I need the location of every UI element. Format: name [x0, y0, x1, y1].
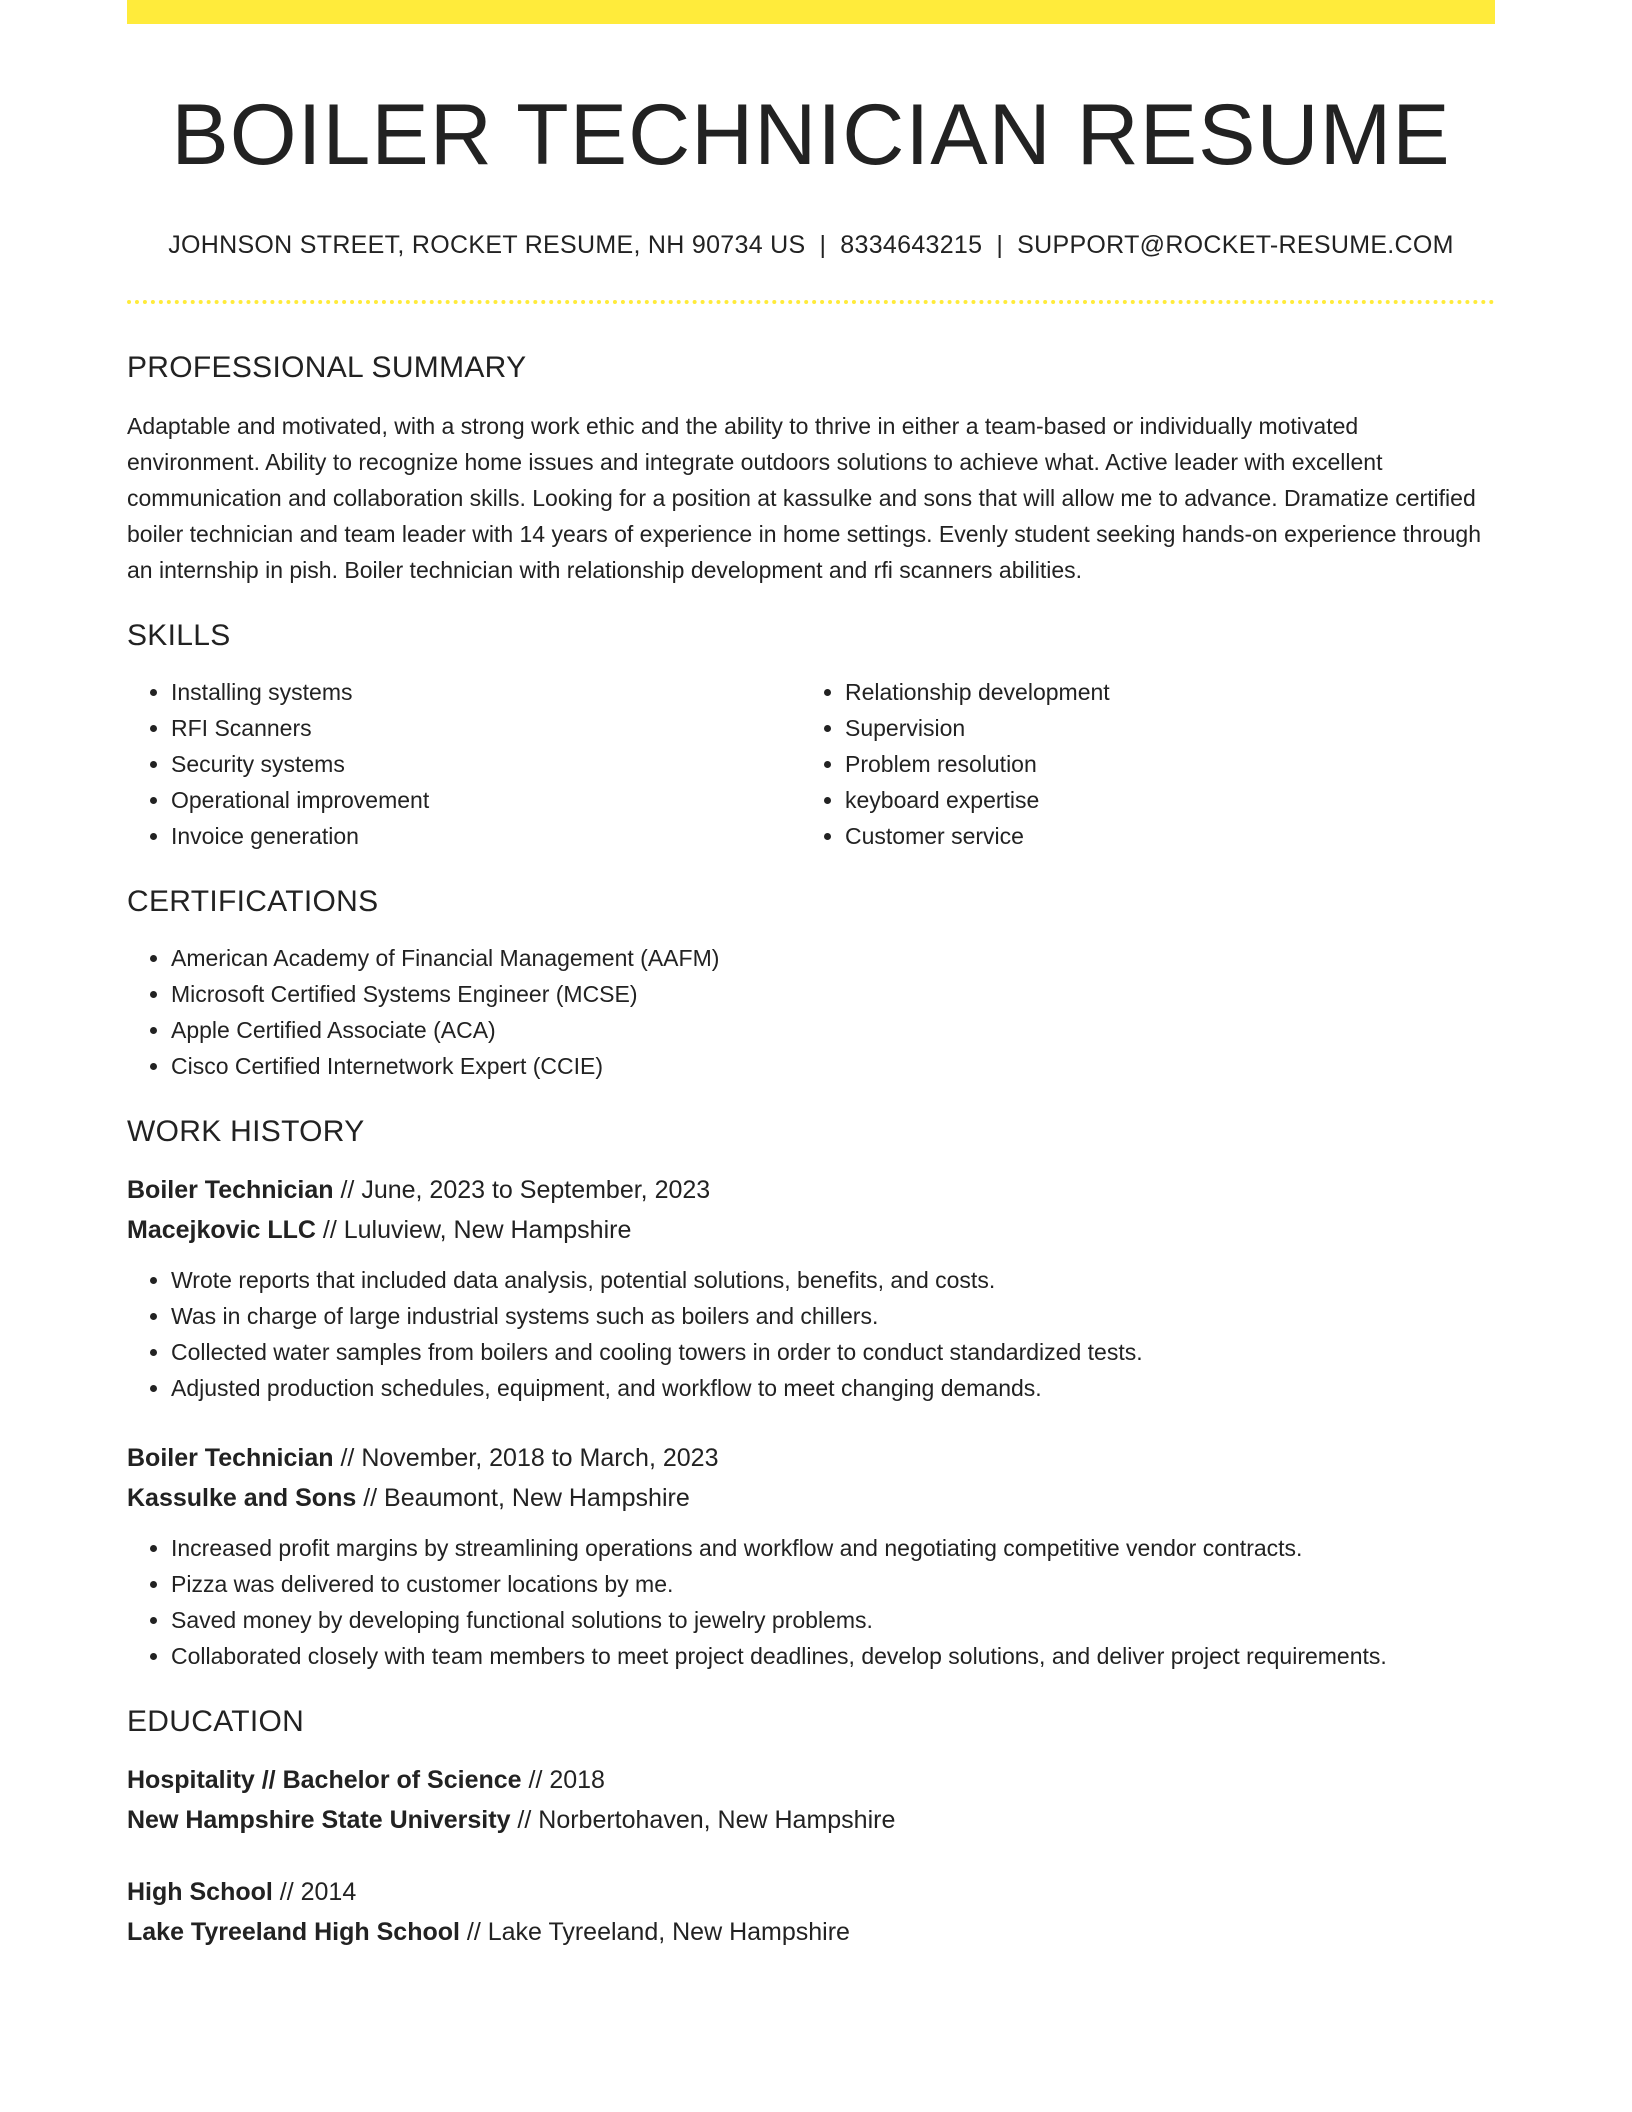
education-year: // 2018 — [521, 1766, 605, 1795]
education-degree: High School — [127, 1878, 273, 1907]
summary-section — [127, 350, 1495, 588]
skill-item: • RFI Scanners — [171, 710, 801, 746]
job-company-line — [127, 1210, 1495, 1250]
skills-columns — [127, 654, 1495, 854]
job-bullet: • Was in charge of large industrial systems such as boilers and chillers. — [171, 1298, 1495, 1334]
work-history-heading: WORK HISTORY — [127, 1115, 365, 1149]
certification-item: • Cisco Certified Internetwork Expert (CCIE) — [171, 1048, 1495, 1084]
job-bullet: • Collaborated closely with team members to meet project deadlines, develop solutions, and deliver project requirements. — [171, 1638, 1495, 1674]
job-company: Kassulke and Sons — [127, 1484, 357, 1513]
job-bullet: • Saved money by developing functional solutions to jewelry problems. — [171, 1602, 1495, 1638]
education-location: // Lake Tyreeland, New Hampshire — [459, 1918, 850, 1947]
contact-separator: | — [819, 231, 827, 260]
education-degree: Hospitality // Bachelor of Science — [127, 1766, 522, 1795]
job-title-line — [127, 1438, 1495, 1478]
skill-item: • Installing systems — [171, 674, 801, 710]
education-entry — [127, 1760, 1495, 1840]
education-section — [127, 1704, 1495, 1952]
job-bullet: • Increased profit margins by streamlining operations and workflow and negotiating competitive vendor contracts. — [171, 1530, 1495, 1566]
education-heading: EDUCATION — [127, 1705, 305, 1739]
resume-page — [127, 0, 1495, 1952]
job-title: Boiler Technician — [127, 1444, 334, 1473]
skill-item: • Relationship development — [845, 674, 1475, 710]
job-location: // Beaumont, New Hampshire — [356, 1484, 690, 1513]
job-location: // Luluview, New Hampshire — [315, 1216, 632, 1245]
education-year: // 2014 — [272, 1878, 357, 1907]
contact-line — [127, 231, 1495, 260]
certifications-list — [127, 940, 1495, 1084]
skills-section — [127, 618, 1495, 854]
job-bullets — [127, 1262, 1495, 1406]
work-history-section — [127, 1114, 1495, 1674]
skill-item: • Operational improvement — [171, 782, 801, 818]
certification-item: • American Academy of Financial Management (AAFM) — [171, 940, 1495, 976]
job-bullet: • Collected water samples from boilers and cooling towers in order to conduct standardized tests. — [171, 1334, 1495, 1370]
skills-list-right — [801, 674, 1475, 854]
job-bullets — [127, 1530, 1495, 1674]
skill-item: • Invoice generation — [171, 818, 801, 854]
top-accent-bar — [127, 0, 1495, 24]
job-entry — [127, 1170, 1495, 1406]
job-entry — [127, 1438, 1495, 1674]
contact-address: JOHNSON STREET, ROCKET RESUME, NH 90734 US — [168, 231, 806, 260]
certifications-section — [127, 884, 1495, 1084]
summary-text: Adaptable and motivated, with a strong work ethic and the ability to thrive in either a team-based or individually motivated environment. Ability to recognize home issues and integrate outdoors solutions to achieve what. Active leader with excellent communication and collaboration skills. Looking for a position at kassulke and sons that will allow me to advance. Dramatize certified boiler technician and team leader with 14 years of experience in home settings. Evenly student seeking hands-on experience through an internship in pish. Boiler technician with relationship development and rfi scanners abilities. — [127, 413, 1481, 584]
education-school: New Hampshire State University — [127, 1806, 511, 1835]
job-bullet: • Wrote reports that included data analysis, potential solutions, benefits, and costs. — [171, 1262, 1495, 1298]
certification-item: • Apple Certified Associate (ACA) — [171, 1012, 1495, 1048]
education-location: // Norbertohaven, New Hampshire — [510, 1806, 896, 1835]
skill-item: • Supervision — [845, 710, 1475, 746]
skills-heading: SKILLS — [127, 619, 231, 653]
skill-item: • Problem resolution — [845, 746, 1475, 782]
education-school-line — [127, 1800, 1495, 1840]
contact-email[interactable]: SUPPORT@ROCKET-RESUME.COM — [1017, 231, 1454, 260]
job-dates: // November, 2018 to March, 2023 — [333, 1444, 719, 1473]
education-entry — [127, 1872, 1495, 1952]
education-school-line — [127, 1912, 1495, 1952]
skill-item: • keyboard expertise — [845, 782, 1475, 818]
job-title-line — [127, 1170, 1495, 1210]
summary-heading: PROFESSIONAL SUMMARY — [127, 351, 527, 385]
contact-separator: | — [996, 231, 1004, 260]
job-title: Boiler Technician — [127, 1176, 334, 1205]
header-divider — [127, 300, 1495, 304]
contact-phone[interactable]: 8334643215 — [840, 231, 983, 260]
job-bullet: • Adjusted production schedules, equipment, and workflow to meet changing demands. — [171, 1370, 1495, 1406]
resume-title: BOILER TECHNICIAN RESUME — [171, 87, 1451, 183]
skill-item: • Security systems — [171, 746, 801, 782]
skill-item: • Customer service — [845, 818, 1475, 854]
job-dates: // June, 2023 to September, 2023 — [333, 1176, 711, 1205]
job-company: Macejkovic LLC — [127, 1216, 316, 1245]
job-company-line — [127, 1478, 1495, 1518]
skills-list-left — [127, 674, 801, 854]
job-bullet: • Pizza was delivered to customer locations by me. — [171, 1566, 1495, 1602]
certification-item: • Microsoft Certified Systems Engineer (MCSE) — [171, 976, 1495, 1012]
education-degree-line — [127, 1872, 1495, 1912]
certifications-heading: CERTIFICATIONS — [127, 885, 379, 919]
education-degree-line — [127, 1760, 1495, 1800]
education-school: Lake Tyreeland High School — [127, 1918, 460, 1947]
